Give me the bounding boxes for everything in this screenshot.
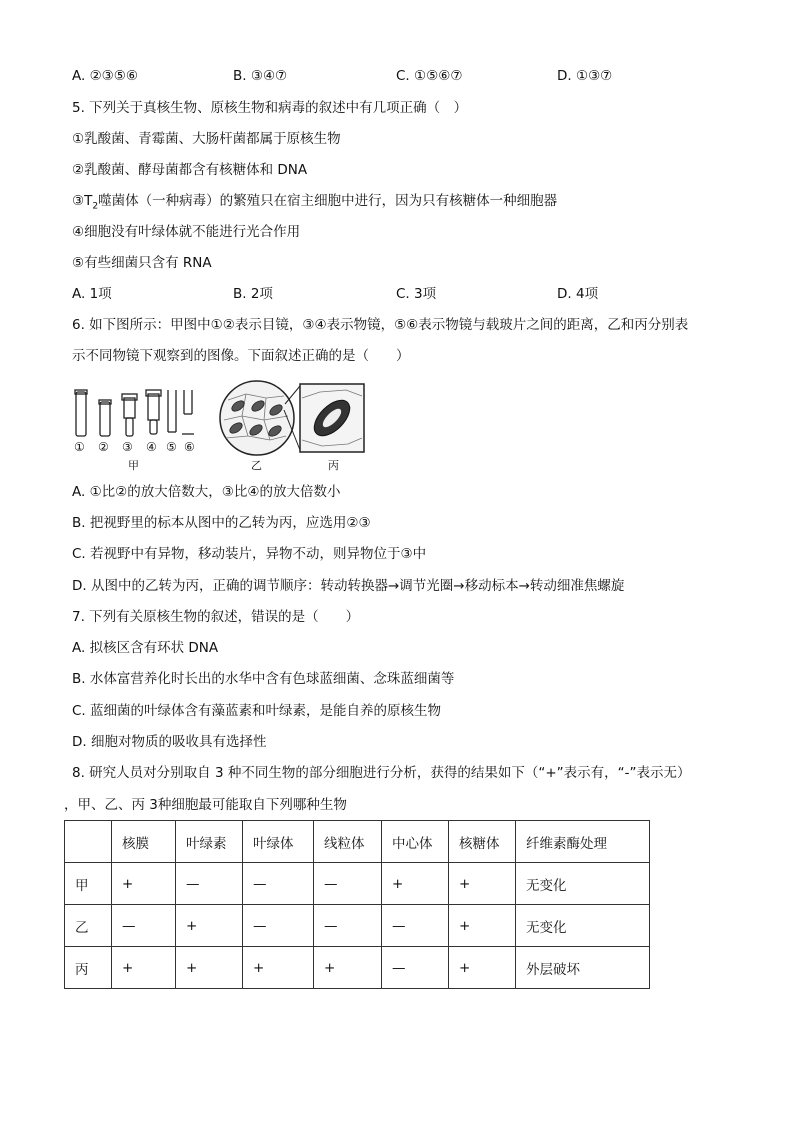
table-header-row: [65, 821, 650, 863]
q7-stem: 7. 下列有关原核生物的叙述，错误的是（ ）: [72, 609, 360, 625]
table-header-cell: 核糖体: [449, 821, 516, 863]
tube-label-5: ⑤: [166, 440, 177, 454]
caption-yi: 乙: [251, 459, 262, 472]
table-cell: —: [382, 947, 449, 989]
tube-label-2: ②: [98, 440, 109, 454]
q5-item-1: ①乳酸菌、青霉菌、大肠杆菌都属于原核生物: [72, 131, 341, 147]
q6-option-a: A. ①比②的放大倍数大，③比④的放大倍数小: [72, 484, 341, 500]
q6-option-c: C. 若视野中有异物，移动装片，异物不动，则异物位于③中: [72, 546, 427, 562]
table-cell: —: [176, 863, 243, 905]
q7-option-d: D. 细胞对物质的吸收具有选择性: [72, 734, 267, 750]
q6-stem-line1: 6. 如下图所示：甲图中①②表示目镜，③④表示物镜，⑤⑥表示物镜与载玻片之间的距离，乙和丙分别表: [72, 317, 689, 333]
distance-6-icon: [182, 390, 194, 434]
q4-option-c: C. ①⑤⑥⑦: [396, 68, 463, 84]
microscope-figure-svg: [70, 380, 370, 474]
q5-option-c: C. 3项: [396, 286, 437, 302]
table-row: [65, 905, 650, 947]
distance-5-icon: [168, 390, 176, 432]
table-cell: +: [176, 947, 243, 989]
q7-option-b: B. 水体富营养化时长出的水华中含有色球蓝细菌、念珠蓝细菌等: [72, 671, 455, 687]
table-header-cell: 叶绿体: [243, 821, 314, 863]
table-header-cell: 线粒体: [314, 821, 382, 863]
table-cell: 无变化: [516, 863, 650, 905]
table-cell: +: [449, 947, 516, 989]
table-cell: +: [449, 905, 516, 947]
table-cell: 丙: [65, 947, 112, 989]
q4-option-b: B. ③④⑦: [233, 68, 288, 84]
view-bing-icon: [300, 384, 364, 452]
table-cell: +: [382, 863, 449, 905]
objective-4-icon: [146, 390, 161, 434]
table-cell: —: [382, 905, 449, 947]
eyepiece-1-icon: [75, 390, 87, 436]
objective-3-icon: [122, 394, 137, 436]
q5-option-a: A. 1项: [72, 286, 112, 302]
tube-label-3: ③: [122, 440, 133, 454]
table-cell: +: [176, 905, 243, 947]
tube-label-6: ⑥: [184, 440, 195, 454]
q7-option-c: C. 蓝细菌的叶绿体含有藻蓝素和叶绿素，是能自养的原核生物: [72, 703, 442, 719]
table-cell: 乙: [65, 905, 112, 947]
caption-bing: 丙: [328, 459, 339, 472]
q4-option-a: A. ②③⑤⑥: [72, 68, 138, 84]
q6-option-b: B. 把视野里的标本从图中的乙转为丙，应选用②③: [72, 515, 371, 531]
q7-option-a: A. 拟核区含有环状 DNA: [72, 640, 219, 656]
q6-stem-line2: 示不同物镜下观察到的图像。下面叙述正确的是（ ）: [72, 348, 410, 364]
table-row: [65, 863, 650, 905]
table-cell: +: [243, 947, 314, 989]
q8-stem-line2: ，甲、乙、丙 3种细胞最可能取自下列哪种生物: [64, 797, 347, 813]
q5-stem: 5. 下列关于真核生物、原核生物和病毒的叙述中有几项正确（ ）: [72, 100, 468, 116]
table-cell: +: [449, 863, 516, 905]
table-cell: +: [112, 863, 176, 905]
cell-analysis-table: [64, 820, 650, 989]
q5-item-2: ②乳酸菌、酵母菌都含有核糖体和 DNA: [72, 162, 308, 178]
q6-option-d: D. 从图中的乙转为丙，正确的调节顺序：转动转换器→调节光圈→移动标本→转动细准焦螺旋: [72, 578, 625, 594]
table-header-cell: 叶绿素: [176, 821, 243, 863]
table-cell: —: [112, 905, 176, 947]
q8-stem-line1: 8. 研究人员对分别取自 3 种不同生物的部分细胞进行分析，获得的结果如下（“+”表示有，“-”表示无）: [72, 765, 691, 781]
table-cell: +: [112, 947, 176, 989]
table-row: [65, 947, 650, 989]
table-header-cell: 中心体: [382, 821, 449, 863]
q5-item-3: $③T_2$噬菌体（一种病毒）的繁殖只在宿主细胞中进行，因为只有核糖体一种细胞器: [72, 193, 558, 212]
table-cell: 外层破坏: [516, 947, 650, 989]
table-cell: —: [243, 863, 314, 905]
table-header-cell: 纤维素酶处理: [516, 821, 650, 863]
table-header-cell: [65, 821, 112, 863]
q5-item-4: ④细胞没有叶绿体就不能进行光合作用: [72, 224, 301, 240]
table-cell: —: [314, 905, 382, 947]
q5-option-d: D. 4项: [557, 286, 599, 302]
tube-label-1: ①: [74, 440, 85, 454]
table-cell: 无变化: [516, 905, 650, 947]
table-cell: —: [314, 863, 382, 905]
table-header-cell: 核膜: [112, 821, 176, 863]
microscope-figure: [70, 380, 370, 474]
table-cell: +: [314, 947, 382, 989]
q5-option-b: B. 2项: [233, 286, 273, 302]
table-cell: —: [243, 905, 314, 947]
tube-label-4: ④: [146, 440, 157, 454]
table-cell: 甲: [65, 863, 112, 905]
q4-option-d: D. ①③⑦: [557, 68, 613, 84]
caption-jia: 甲: [128, 459, 139, 472]
view-yi-icon: [220, 381, 300, 455]
q5-item-5: ⑤有些细菌只含有 RNA: [72, 255, 212, 271]
eyepiece-2-icon: [99, 400, 111, 436]
